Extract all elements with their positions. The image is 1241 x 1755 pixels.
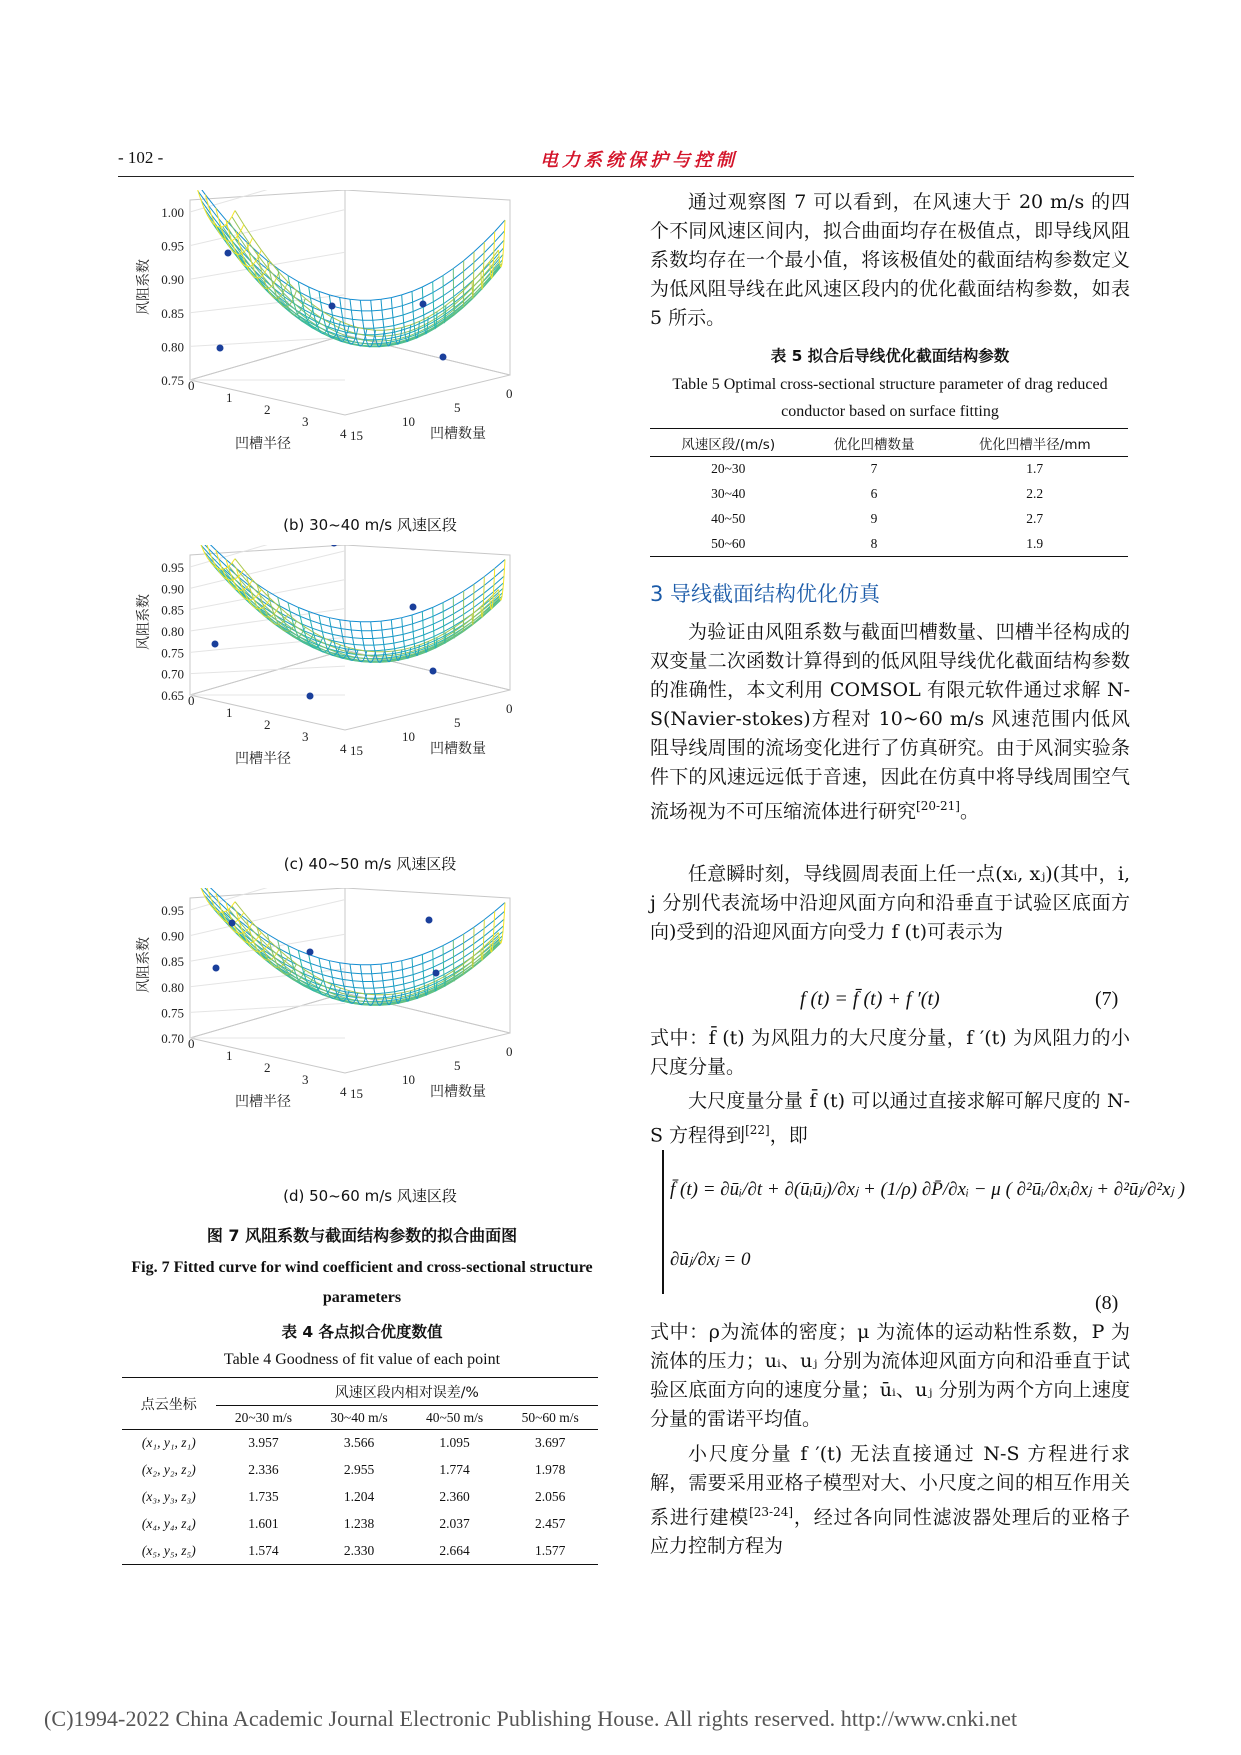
x-axis-label: 凹槽半径 (235, 1094, 291, 1110)
x-tick-label: 1 (226, 1048, 233, 1063)
y-tick-label: 10 (402, 729, 415, 744)
table4-cell: 2.457 (535, 1516, 566, 1531)
surface-plot-c (130, 545, 600, 845)
table4-cell: (x₄, y₄, z₄) (141, 1516, 196, 1531)
x-tick-label: 0 (188, 693, 195, 708)
paragraph-5-tail: ，即 (769, 1124, 808, 1147)
table4-cell: 2.336 (248, 1462, 279, 1477)
table4-cell: 1.238 (343, 1516, 375, 1531)
table5-cell: 30~40 (711, 486, 746, 501)
table4-cell: 1.204 (343, 1489, 375, 1504)
x-tick-label: 3 (302, 1072, 309, 1087)
data-point (329, 303, 336, 310)
data-point (307, 693, 314, 700)
paragraph-4-text: 式中：f̄ (t) 为风阻力的大尺度分量，f ′(t) 为风阻力的小尺度分量。 (650, 1027, 1130, 1078)
table5 (650, 428, 1128, 557)
paragraph-7-text: 小尺度分量 f ′(t) 无法直接通过 N-S 方程进行求解，需要采用亚格子模型对大、小尺度之间的相互作用关系进行建模 (650, 1443, 1130, 1529)
x-tick-label: 2 (264, 402, 271, 417)
figure-caption-en: Fig. 7 Fitted curve for wind coefficient and cross-sectional structure parameters (131, 1259, 593, 1306)
z-tick-label: 0.80 (161, 979, 184, 995)
table5-cell: 2.7 (1026, 511, 1044, 526)
table5-cell: 1.9 (1026, 535, 1044, 551)
table5-header: 风速区段/(m/s) (681, 436, 776, 453)
table4-cell: 1.735 (248, 1489, 279, 1504)
paragraph-6 (650, 1318, 1130, 1434)
page-number: - 102 - (118, 148, 164, 167)
data-point (307, 949, 314, 956)
table4-cell: 1.095 (439, 1435, 470, 1451)
citation: [22] (745, 1123, 770, 1137)
paragraph-2: 为验证由风阻系数与截面凹槽数量、凹槽半径构成的双变量二次函数计算得到的低风阻导线优化截面结构参数的准确性，本文利用 COMSOL 有限元软件通过求解 N-S(Navier-stokes)方程对 10~60 m/s 风速范围内低风阻导线周围的流场变化进行了仿真研究。由于风洞实验条件下的风速远远低于音速，因此在仿真中将导线周围空气流场视为不可压缩流体进行研究[20-21]。 (650, 621, 1130, 823)
paragraph-3 (650, 860, 1130, 947)
x-tick-label: 0 (188, 1036, 195, 1051)
y-tick-label: 0 (506, 701, 513, 716)
table4-sub: 20~30 m/s (234, 1409, 292, 1425)
table5-header: 优化凹槽数量 (833, 436, 915, 453)
surface-plot-d (130, 888, 600, 1188)
table4-cell: (x₁, y₁, z₁) (141, 1435, 196, 1451)
z-tick-label: 0.80 (161, 339, 184, 355)
table5-cell: 1.7 (1026, 461, 1044, 477)
subplot-caption-d: (d) 50~60 m/s 风速区段 (283, 1187, 457, 1205)
paragraph-3-text: 任意瞬时刻，导线圆周表面上任一点(xᵢ, xⱼ)(其中，i, j 分别代表流场中沿迎风面方向和沿垂直于试验区底面方向)受到的沿迎风面方向受力 f (t)可表示为 (650, 863, 1130, 943)
equation-8-number: (8) (1095, 1292, 1119, 1314)
surface-plot-b (130, 190, 600, 510)
table4-cell: 3.566 (343, 1435, 375, 1451)
data-point (433, 970, 440, 977)
table5-cell: 2.2 (1026, 486, 1044, 501)
equation-8-brace (662, 1150, 664, 1294)
data-point (229, 920, 236, 927)
table4-sub: 40~50 m/s (426, 1409, 484, 1425)
y-tick-label: 5 (454, 1058, 461, 1073)
table4-cell: 2.037 (439, 1516, 470, 1531)
paragraph-2-text: 为验证由风阻系数与截面凹槽数量、凹槽半径构成的双变量二次函数计算得到的低风阻导线优化截面结构参数的准确性，本文利用 COMSOL 有限元软件通过求解 N-S(Navier-stokes)方程对 10~60 m/s 风速范围内低风阻导线周围的流场变化进行了仿真研究。由于风洞实验条件下的风速远远低于音速，因此在仿真中将导线周围空气流场视为不可压缩流体进行研究 (650, 621, 1130, 823)
citation: [23-24] (749, 1505, 794, 1519)
paragraph-1-text: 通过观察图 7 可以看到，在风速大于 20 m/s 的四个不同风速区间内，拟合曲面均存在极值点，即导线风阻系数均存在一个最小值，将该极值处的截面结构参数定义为低风阻导线在此风速区段内的优化截面结构参数，如表 5 所示。 (650, 191, 1130, 329)
z-tick-label: 0.95 (161, 560, 184, 575)
table4-cell: 1.574 (248, 1542, 279, 1558)
table4-group: 风速区段内相对误差/% (216, 1378, 598, 1406)
table4-cell: 1.774 (439, 1462, 470, 1477)
table4-cell: 2.330 (343, 1542, 375, 1558)
table5-caption-cn: 表 5 拟合后导线优化截面结构参数 (770, 347, 1010, 365)
table4-cell: (x₅, y₅, z₅) (141, 1542, 196, 1558)
equation-7: f (t) = f̄ (t) + f ′(t) (800, 988, 940, 1010)
z-tick-label: 0.65 (161, 688, 184, 703)
equation-8-line2: ∂ūⱼ/∂xⱼ = 0 (670, 1249, 751, 1270)
figure-caption-cn: 图 7 风阻系数与截面结构参数的拟合曲面图 (206, 1226, 518, 1245)
x-tick-label: 4 (340, 741, 347, 756)
x-tick-label: 3 (302, 414, 309, 429)
z-tick-label: 0.70 (161, 666, 184, 682)
back-panel (345, 888, 510, 1033)
y-tick-label: 0 (506, 386, 513, 401)
table4-cell: 2.360 (439, 1489, 470, 1504)
data-point (426, 917, 433, 924)
x-axis-label: 凹槽半径 (235, 751, 291, 767)
z-tick-label: 0.90 (161, 928, 184, 944)
y-axis-label: 凹槽数量 (430, 741, 486, 757)
z-tick-label: 0.70 (161, 1031, 184, 1046)
table5-cell: 9 (870, 511, 878, 526)
table5-cell: 8 (870, 535, 878, 551)
table4-cell: 1.978 (535, 1462, 566, 1477)
z-tick-label: 0.75 (161, 1005, 184, 1021)
z-tick-label: 1.00 (161, 205, 184, 220)
x-tick-label: 2 (264, 1060, 271, 1075)
y-tick-label: 15 (350, 743, 363, 758)
table4-cell: 1.601 (248, 1516, 279, 1531)
y-tick-label: 10 (402, 1072, 415, 1087)
table5-cell: 20~30 (711, 461, 746, 477)
table5-cell: 6 (870, 486, 878, 501)
table4-sub: 50~60 m/s (521, 1409, 579, 1425)
table4-cell: 1.577 (535, 1542, 566, 1558)
x-tick-label: 0 (188, 378, 195, 393)
x-tick-label: 2 (264, 717, 271, 732)
table4 (122, 1377, 598, 1565)
table5-header: 优化凹槽半径/mm (978, 436, 1091, 453)
z-axis-label: 风阻系数 (136, 259, 152, 315)
subplot-caption-b: (b) 30~40 m/s 风速区段 (283, 516, 457, 534)
table4-cell: 2.955 (343, 1462, 375, 1477)
x-tick-label: 3 (302, 729, 309, 744)
table4-cell: 3.697 (535, 1435, 566, 1451)
z-tick-label: 0.90 (161, 581, 184, 597)
table4-caption-cn: 表 4 各点拟合优度数值 (281, 1323, 443, 1341)
citation: [20-21] (916, 799, 960, 813)
table4-col0: 点云坐标 (122, 1378, 216, 1430)
z-tick-label: 0.75 (161, 645, 184, 661)
table5-cell: 50~60 (711, 535, 746, 551)
table5-caption-en: Table 5 Optimal cross-sectional structure parameter of drag reduced conductor based on surface fitting (672, 376, 1108, 420)
z-tick-label: 0.85 (161, 602, 184, 618)
paragraph-5-text: 大尺度量分量 f̄ (t) 可以通过直接求解可解尺度的 N-S 方程得到 (650, 1090, 1130, 1147)
back-panel (345, 545, 510, 690)
y-tick-label: 15 (350, 428, 363, 443)
back-panel (190, 190, 345, 380)
table4-cell: 2.056 (535, 1489, 566, 1504)
data-point (212, 641, 219, 648)
z-tick-label: 0.95 (161, 903, 184, 918)
data-point (440, 354, 447, 361)
z-tick-label: 0.85 (161, 954, 184, 970)
paragraph-7-tail: ，经过各向同性滤波器处理后的亚格子应力控制方程为 (650, 1506, 1130, 1558)
table4-cell: 3.957 (248, 1435, 279, 1451)
y-tick-label: 10 (402, 414, 415, 429)
paragraph-5 (650, 1087, 1130, 1150)
y-axis-label: 凹槽数量 (430, 426, 486, 442)
data-point (213, 965, 220, 972)
section-heading: 3 导线截面结构优化仿真 (650, 582, 881, 606)
z-tick-label: 0.75 (161, 373, 184, 388)
table4-sub: 30~40 m/s (330, 1409, 388, 1425)
data-point (420, 301, 427, 308)
z-tick-label: 0.95 (161, 238, 184, 254)
paragraph-4 (650, 1024, 1130, 1082)
x-tick-label: 4 (340, 1084, 347, 1099)
data-point (225, 250, 232, 257)
y-tick-label: 5 (454, 715, 461, 730)
z-tick-label: 0.85 (161, 305, 184, 321)
data-point (430, 668, 437, 675)
y-tick-label: 5 (454, 400, 461, 415)
equation-7-number: (7) (1095, 988, 1119, 1010)
equation-8-line1: f̄ (t) = ∂ūᵢ/∂t + ∂(ūᵢūⱼ)/∂xⱼ + (1/ρ) ∂P̄/∂xᵢ − μ ( ∂²ūᵢ/∂xᵢ∂xⱼ + ∂²ūⱼ/∂²xⱼ ) (670, 1179, 1185, 1200)
z-axis-label: 风阻系数 (136, 937, 152, 993)
x-tick-label: 1 (226, 390, 233, 405)
y-tick-label: 15 (350, 1086, 363, 1101)
paragraph-6-text: 式中：ρ为流体的密度；μ 为流体的运动粘性系数，P 为流体的压力；uᵢ、uⱼ 分别为流体迎风面方向和沿垂直于试验区底面方向的速度分量；ūᵢ、uⱼ 分别为两个方向上速度分量的雷诺平均值。 (650, 1321, 1130, 1430)
paragraph-1 (650, 188, 1130, 333)
table5-cell: 40~50 (711, 511, 746, 526)
y-axis-label: 凹槽数量 (430, 1084, 486, 1100)
table4-cell: (x₃, y₃, z₃) (141, 1489, 196, 1504)
z-axis-label: 风阻系数 (136, 594, 152, 650)
z-tick-label: 0.80 (161, 624, 184, 639)
data-point (217, 345, 224, 352)
x-tick-label: 1 (226, 705, 233, 720)
table4-caption-en: Table 4 Goodness of fit value of each point (223, 1351, 501, 1368)
paragraph-7 (650, 1440, 1130, 1561)
data-point (410, 604, 417, 611)
copyright-footer: (C)1994-2022 China Academic Journal Electronic Publishing House. All rights reserved. http://www.cnki.net (44, 1706, 1018, 1731)
x-tick-label: 4 (340, 426, 347, 441)
table4-cell: 2.664 (439, 1542, 470, 1558)
subplot-caption-c: (c) 40~50 m/s 风速区段 (283, 855, 457, 873)
table5-cell: 7 (870, 461, 878, 477)
x-axis-label: 凹槽半径 (235, 436, 291, 452)
journal-title: 电力系统保护与控制 (540, 150, 738, 171)
table4-cell: (x₂, y₂, z₂) (141, 1462, 196, 1477)
y-tick-label: 0 (506, 1044, 513, 1059)
z-tick-label: 0.90 (161, 272, 184, 288)
header-rule (118, 176, 1134, 177)
